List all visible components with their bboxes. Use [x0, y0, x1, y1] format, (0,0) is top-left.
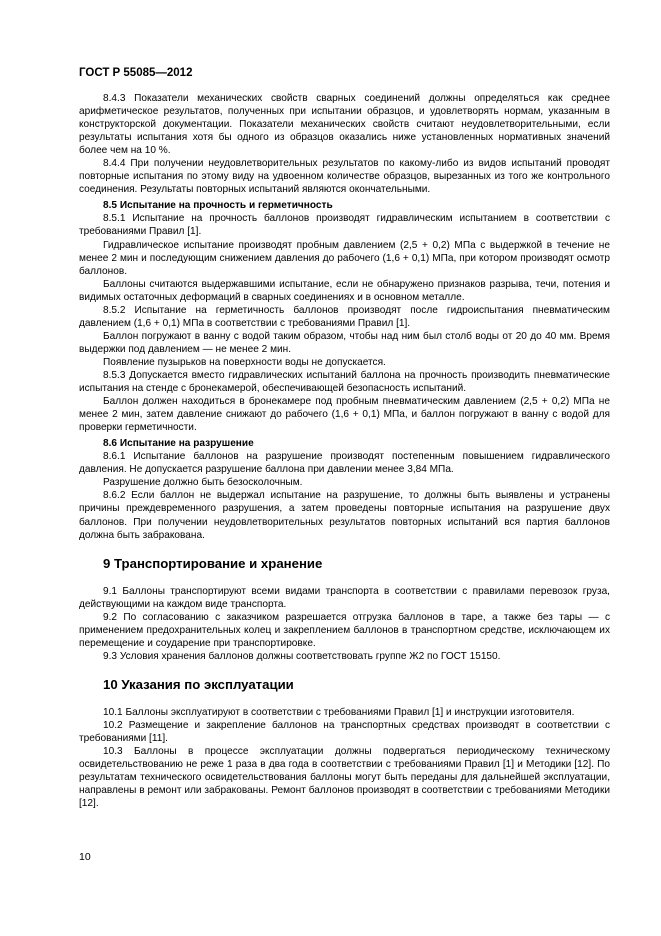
- paragraph-10-2: 10.2 Размещение и закрепление баллонов на транспортных средствах производят в соответствии с требованиями [11].: [79, 719, 610, 744]
- subsection-title-8-6: 8.6 Испытание на разрушение: [103, 438, 254, 450]
- document-body: [79, 92, 610, 810]
- subsection-title-8-5: 8.5 Испытание на прочность и герметичность: [103, 200, 333, 212]
- paragraph: Баллоны считаются выдержавшими испытание, если не обнаружено признаков разрыва, течи, потения и видимых остаточных деформаций в сварных соединениях и в основном металле.: [79, 278, 610, 303]
- paragraph: Гидравлическое испытание производят пробным давлением (2,5 + 0,2) МПа с выдержкой в течение не менее 2 мин и последующим снижением давления до рабочего (1,6 + 0,1) МПа, при котором производят осмотр баллонов.: [79, 239, 610, 277]
- paragraph: Баллон должен находиться в бронекамере под пробным пневматическим давлением (2,5 + 0,2) МПа не менее 2 мин, затем давление снижают до рабочего (1,6 + 0,1) МПа, и баллон погружают в ванну с водой для проверки герметичности.: [79, 396, 610, 434]
- paragraph-9-1: 9.1 Баллоны транспортируют всеми видами транспорта в соответствии с правилами перевозок груза, действующими на каждом виде транспорта.: [79, 585, 610, 610]
- paragraph-9-3: 9.3 Условия хранения баллонов должны соответствовать группе Ж2 по ГОСТ 15150.: [103, 650, 501, 662]
- paragraph: Разрушение должно быть безосколочным.: [103, 477, 303, 489]
- paragraph: Баллон погружают в ванну с водой таким образом, чтобы над ним был столб воды от 20 до 40 мм. Время выдержки под давлением — не менее 2 мин.: [79, 330, 610, 355]
- paragraph-8-5-1: 8.5.1 Испытание на прочность баллонов производят гидравлическим испытанием в соответствии с требованиями Правил [1].: [79, 213, 610, 238]
- paragraph-8-5-2: 8.5.2 Испытание на герметичность баллонов производят после гидроиспытания пневматическим давлением (1,6 + 0,1) МПа в соответствии с требованиями Правил [1].: [79, 304, 610, 329]
- section-title-10: 10 Указания по эксплуатации: [103, 676, 294, 692]
- paragraph-8-4-3: 8.4.3 Показатели механических свойств сварных соединений должны определяться как среднее арифметическое результатов, полученных при испытании образцов, и удовлетворять нормам, указанным в конструкторской документации. Показатели механических свойств считают неудовлетворительными, если результаты испытания хотя бы одного из образцов оказались ниже установленных нормативных значений более чем на 10 %.: [79, 93, 610, 157]
- paragraph-10-3: 10.3 Баллоны в процессе эксплуатации должны подвергаться периодическому техническому освидетельствованию не реже 1 раза в два года в соответствии с требованиями Правил [1] и Методики [12]. По результатам технического освидетельствования баллоны могут быть переданы для дальнейшей эксплуатации, направлены в ремонт или забракованы. Ремонт баллонов производят в соответствии с требованиями Методики [12].: [79, 746, 610, 810]
- page-number: 10: [79, 851, 91, 863]
- paragraph-8-6-2: 8.6.2 Если баллон не выдержал испытание на разрушение, то должны быть выявлены и устранены причины преждевременного разрушения, а затем проведены повторные испытания на разрушение двух баллонов. При получении неудовлетворительных результатов повторных испытаний вся партия баллонов должна быть забракована.: [79, 490, 610, 541]
- paragraph-10-1: 10.1 Баллоны эксплуатируют в соответствии с требованиями Правил [1] и инструкции изготовителя.: [103, 706, 575, 718]
- paragraph-9-2: 9.2 По согласованию с заказчиком разрешается отгрузка баллонов в таре, а также без тары — с применением предохранительных колец и закреплением баллонов в транспортном средстве, исключающем их перемещение и соударение при транспортировке.: [79, 611, 610, 649]
- paragraph-8-5-3: 8.5.3 Допускается вместо гидравлических испытаний баллона на прочность производить пневматические испытания на стенде с бронекамерой, обеспечивающей безопасность испытаний.: [79, 369, 610, 395]
- paragraph-8-4-4: 8.4.4 При получении неудовлетворительных результатов по какому-либо из видов испытаний проводят повторные испытания по этому виду на удвоенном количестве образцов, вырезанных из того же контрольного соединения. Результаты повторных испытаний являются окончательными.: [79, 158, 610, 196]
- document-header: ГОСТ Р 55085—2012: [79, 67, 193, 79]
- section-title-9: 9 Транспортирование и хранение: [103, 555, 323, 571]
- paragraph: Появление пузырьков на поверхности воды не допускается.: [103, 356, 386, 368]
- paragraph-8-6-1: 8.6.1 Испытание баллонов на разрушение производят постепенным повышением гидравлического давления. Не допускается разрушение баллона при давлении менее 3,84 МПа.: [79, 451, 610, 476]
